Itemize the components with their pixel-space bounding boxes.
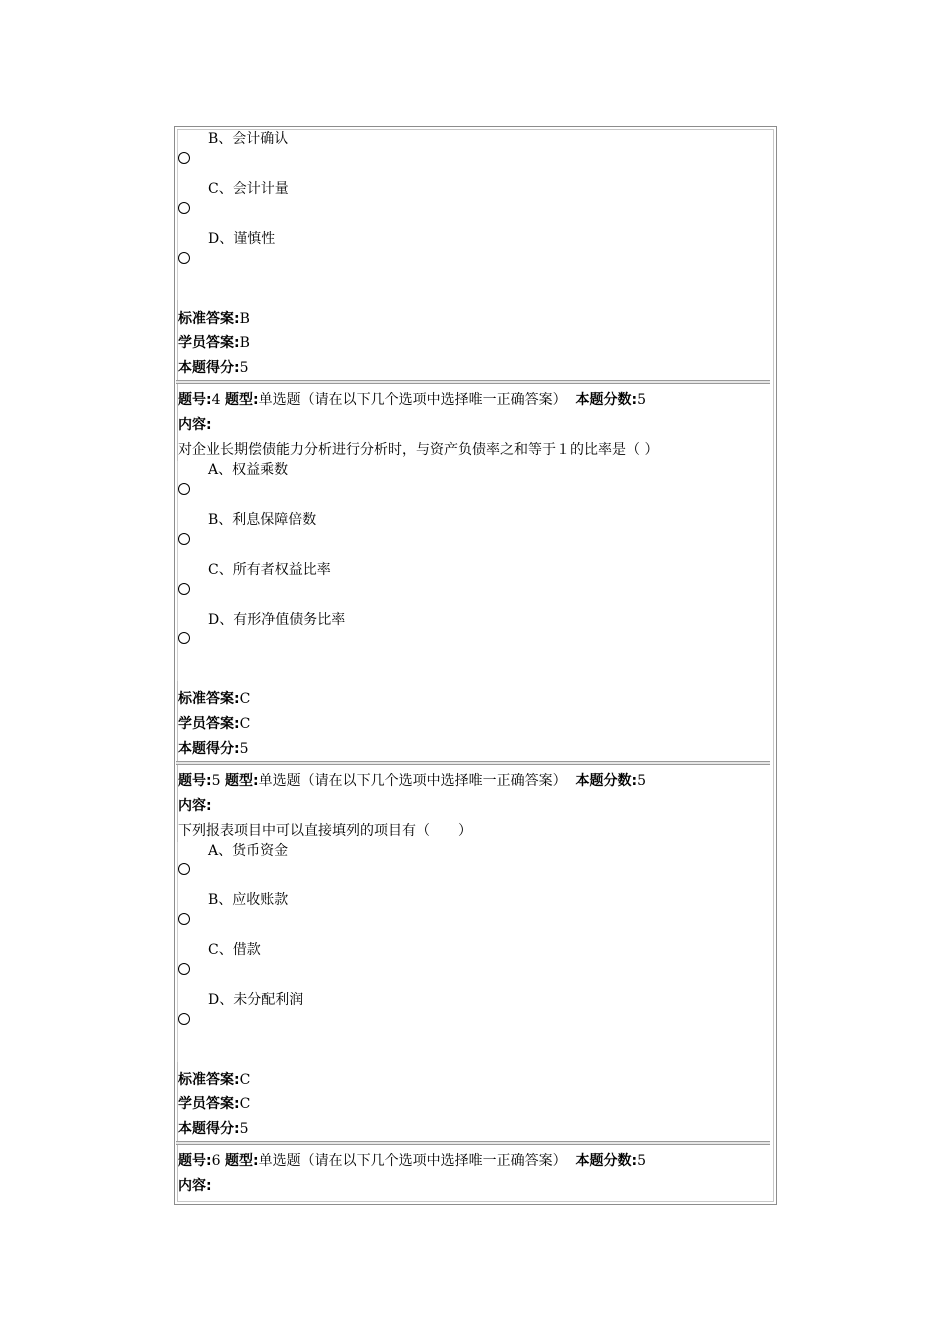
q4-option-a-radio[interactable] (178, 483, 190, 495)
question-separator (176, 380, 770, 384)
q5-question-text: 下列报表项目中可以直接填列的项目有（ ） (178, 823, 472, 839)
q4-content-label: 内容: (178, 417, 212, 433)
q5-option-b: B、应收账款 (208, 892, 289, 908)
q3-standard-answer: 标准答案:B (178, 311, 250, 327)
q4-question-text: 对企业长期偿债能力分析进行分析时，与资产负债率之和等于１的比率是（ ） (178, 442, 659, 458)
q4-option-b: B、利息保障倍数 (208, 512, 317, 528)
exam-frame-inner (177, 129, 774, 1202)
q3-option-c: C、会计计量 (208, 181, 289, 197)
q4-header: 题号:4 题型:单选题（请在以下几个选项中选择唯一正确答案） 本题分数:5 (178, 392, 647, 408)
q5-option-a: A、货币资金 (208, 843, 289, 859)
question-separator (176, 761, 770, 765)
q5-option-c: C、借款 (208, 942, 261, 958)
q3-option-b-radio[interactable] (178, 152, 190, 164)
option-indent-line (177, 461, 178, 681)
q5-option-a-radio[interactable] (178, 863, 190, 875)
q4-option-c-radio[interactable] (178, 583, 190, 595)
q5-content-label: 内容: (178, 798, 212, 814)
q4-option-c: C、所有者权益比率 (208, 562, 331, 578)
q3-option-d: D、谨慎性 (208, 231, 276, 247)
q3-option-c-radio[interactable] (178, 202, 190, 214)
q3-option-d-radio[interactable] (178, 252, 190, 264)
q4-student-answer: 学员答案:C (178, 716, 251, 732)
q4-option-d: D、有形净值债务比率 (208, 612, 346, 628)
q5-option-d: D、未分配利润 (208, 992, 304, 1008)
q6-content-label: 内容: (178, 1178, 212, 1194)
q5-option-c-radio[interactable] (178, 963, 190, 975)
q3-student-answer: 学员答案:B (178, 335, 250, 351)
q4-standard-answer: 标准答案:C (178, 691, 251, 707)
q5-standard-answer: 标准答案:C (178, 1072, 251, 1088)
q5-student-answer: 学员答案:C (178, 1096, 251, 1112)
exam-frame (174, 126, 777, 1205)
q4-option-a: A、权益乘数 (208, 462, 289, 478)
q5-option-d-radio[interactable] (178, 1013, 190, 1025)
option-indent-line (177, 842, 178, 1062)
q5-option-b-radio[interactable] (178, 913, 190, 925)
q5-header: 题号:5 题型:单选题（请在以下几个选项中选择唯一正确答案） 本题分数:5 (178, 773, 647, 789)
q5-earned-score: 本题得分:5 (178, 1121, 249, 1137)
q4-earned-score: 本题得分:5 (178, 741, 249, 757)
q3-earned-score: 本题得分:5 (178, 360, 249, 376)
question-separator (176, 1141, 770, 1145)
q4-option-d-radio[interactable] (178, 632, 190, 644)
q6-header: 题号:6 题型:单选题（请在以下几个选项中选择唯一正确答案） 本题分数:5 (178, 1153, 647, 1169)
q3-option-b: B、会计确认 (208, 131, 289, 147)
q4-option-b-radio[interactable] (178, 533, 190, 545)
